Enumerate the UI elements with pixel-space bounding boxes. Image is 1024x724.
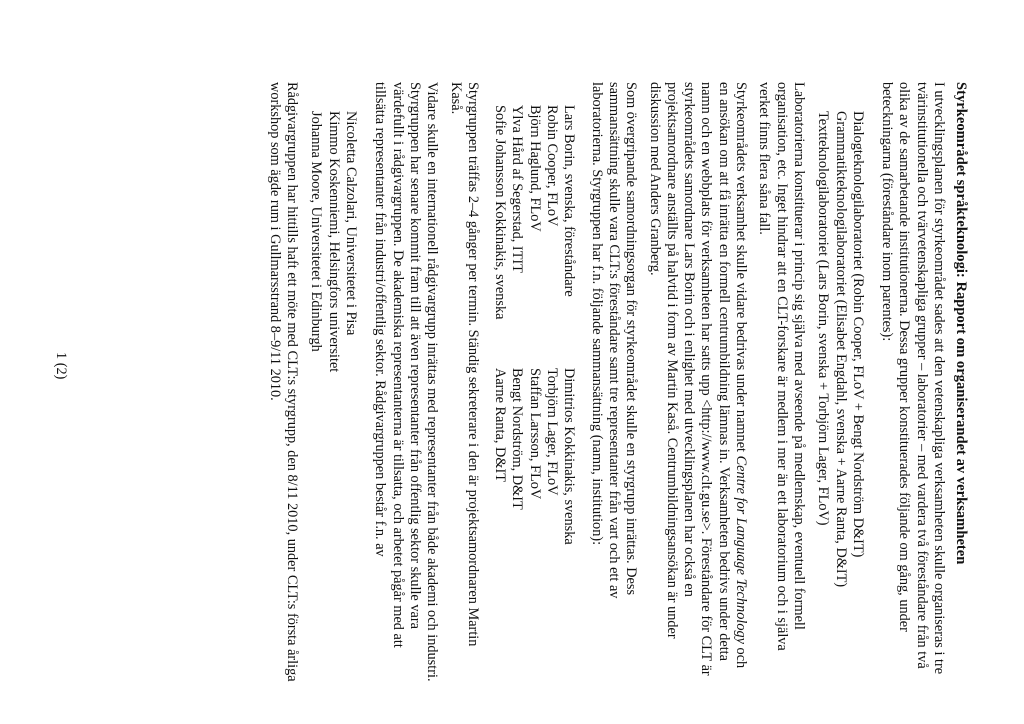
paragraph-advisory-meeting: Rådgivargruppen har hittills haft ett möte med CLT:s styrgrupp, den 8/11 2010, under CLT:s första årliga workshop som ägde rum i Gullmarsstrand 8–9/11 2010. (266, 82, 301, 682)
paragraph-clt (645, 82, 749, 682)
paragraph-meetings: Styrgruppen träffas 2–4 gånger per termin. Ständig sekreterare i den är projektsamordnaren Martin Kaså. (447, 82, 481, 647)
paragraph-clt-after: och en ansökan om att få inrätta en formell centrumbildning lämnas in. Verksamheten bedrivs under detta namn och en webbplats för verksamheten har satts upp <http://www.clt.gu.se>. Föreståndare för CLT är styrkeområdets samordnare Lars Borin och i enlighet med utvecklingsplanen har också en projektsamordnare anställts på halvtid i form av Martin Kaså. Centrumbildningsansökan är under diskussion med Anders Granberg. (646, 82, 750, 676)
centre-name-italic: Centre for Language Technology (733, 455, 750, 644)
document-title: Styrkeområdet språkteknologi: Rapport om organiserandet av verksamheten (953, 82, 969, 565)
advisory-member: Kimmo Koskenniemi, Helsingfors universitet (325, 111, 342, 373)
steering-column-left (491, 105, 577, 368)
steering-column-right (491, 368, 577, 631)
member-entry: Bengt Nordström, D&IT (509, 368, 526, 510)
member-entry: Dimitrios Kokkinakis, svenska (561, 368, 578, 545)
paragraph-steering-group: Som övergripande samordningsorgan för styrkeområdet skulle en styrgrupp inrättas. Dess sammansättning skulle vara CLT:s föreståndare samt tre representanter från vart och ett av laboratorierna. Styrgruppen har f.n. följande sammansättning (namn, institution): (588, 82, 640, 599)
advisory-list (307, 111, 359, 682)
document-body (260, 82, 970, 682)
lab-item: Textteknologilaboratoriet (Lars Borin, svenska + Torbjörn Lager, FLoV) (815, 111, 832, 526)
member-entry: Staffan Larsson, FLoV (526, 368, 543, 500)
member-entry: Sofie Johansson Kokkinakis, svenska (492, 105, 509, 320)
paragraph-clt-before: Styrkeområdets verksamhet skulle vidare bedrivas under namnet (733, 82, 750, 456)
paragraph-lab-membership: Laboratorierna konstituerar i princip sig själva med avseende på medlemskap, eventuell formell organisation, etc. Inget hindrar att en CLT-forskare är medlem i mer än ett laboratorium och i själva verket finns flera såna fall. (756, 82, 807, 651)
paragraph-advisory: Vidare skulle en internationell rådgivargrupp inrättas med representanter från både akademi och industri. Styrgruppen har senare kommit fram till att även representanter från offentlig sektor skulle vara värdefullt i rådgivargruppen. De akademiska representanterna är tillsatta, och arbetet pågår med att tillsätta representanter från industri/offentlig sektor. Rådgivargruppen består f.n. av (372, 82, 441, 682)
paragraph-intro: I utvecklingsplanen för styrkeområdet sades att den vetenskapliga verksamheten skulle organiseras i tre tvärinstitutionella och tvärvetenskapliga grupper – laboratorier – med vardera två föreståndare från två olika av de samarbetande institutionerna. Dessa grupper konstituerades följande om gång, under beteckningarna (föreståndare inom parentes): (879, 82, 947, 675)
lab-item: Dialogteknologilaboratoriet (Robin Cooper, FLoV + Bengt Nordström D&IT) (849, 111, 866, 558)
advisory-member: Johanna Moore, Universitetet i Edinburgh (308, 111, 325, 352)
advisory-member: Nicoletta Calzolari, Universitetet i Pisa (343, 111, 360, 336)
member-entry: Aarne Ranta, D&IT (492, 368, 509, 482)
member-entry: Torbjörn Lager, FLoV (544, 368, 561, 496)
steering-group-members (491, 105, 577, 682)
lab-list (814, 111, 866, 682)
lab-item: Grammatikteknologilaboratoriet (Elisabet Engdahl, svenska + Aarne Ranta, D&IT) (832, 111, 849, 588)
member-entry: Björn Haglund, FLoV (526, 105, 543, 232)
member-entry: Robin Cooper, FLoV (544, 105, 561, 227)
member-entry: Ylva Hård af Segerstad, ITIT (509, 105, 526, 273)
member-entry: Lars Borin, svenska, föreståndare (561, 105, 578, 297)
page-number: 1 (2) (53, 352, 69, 380)
